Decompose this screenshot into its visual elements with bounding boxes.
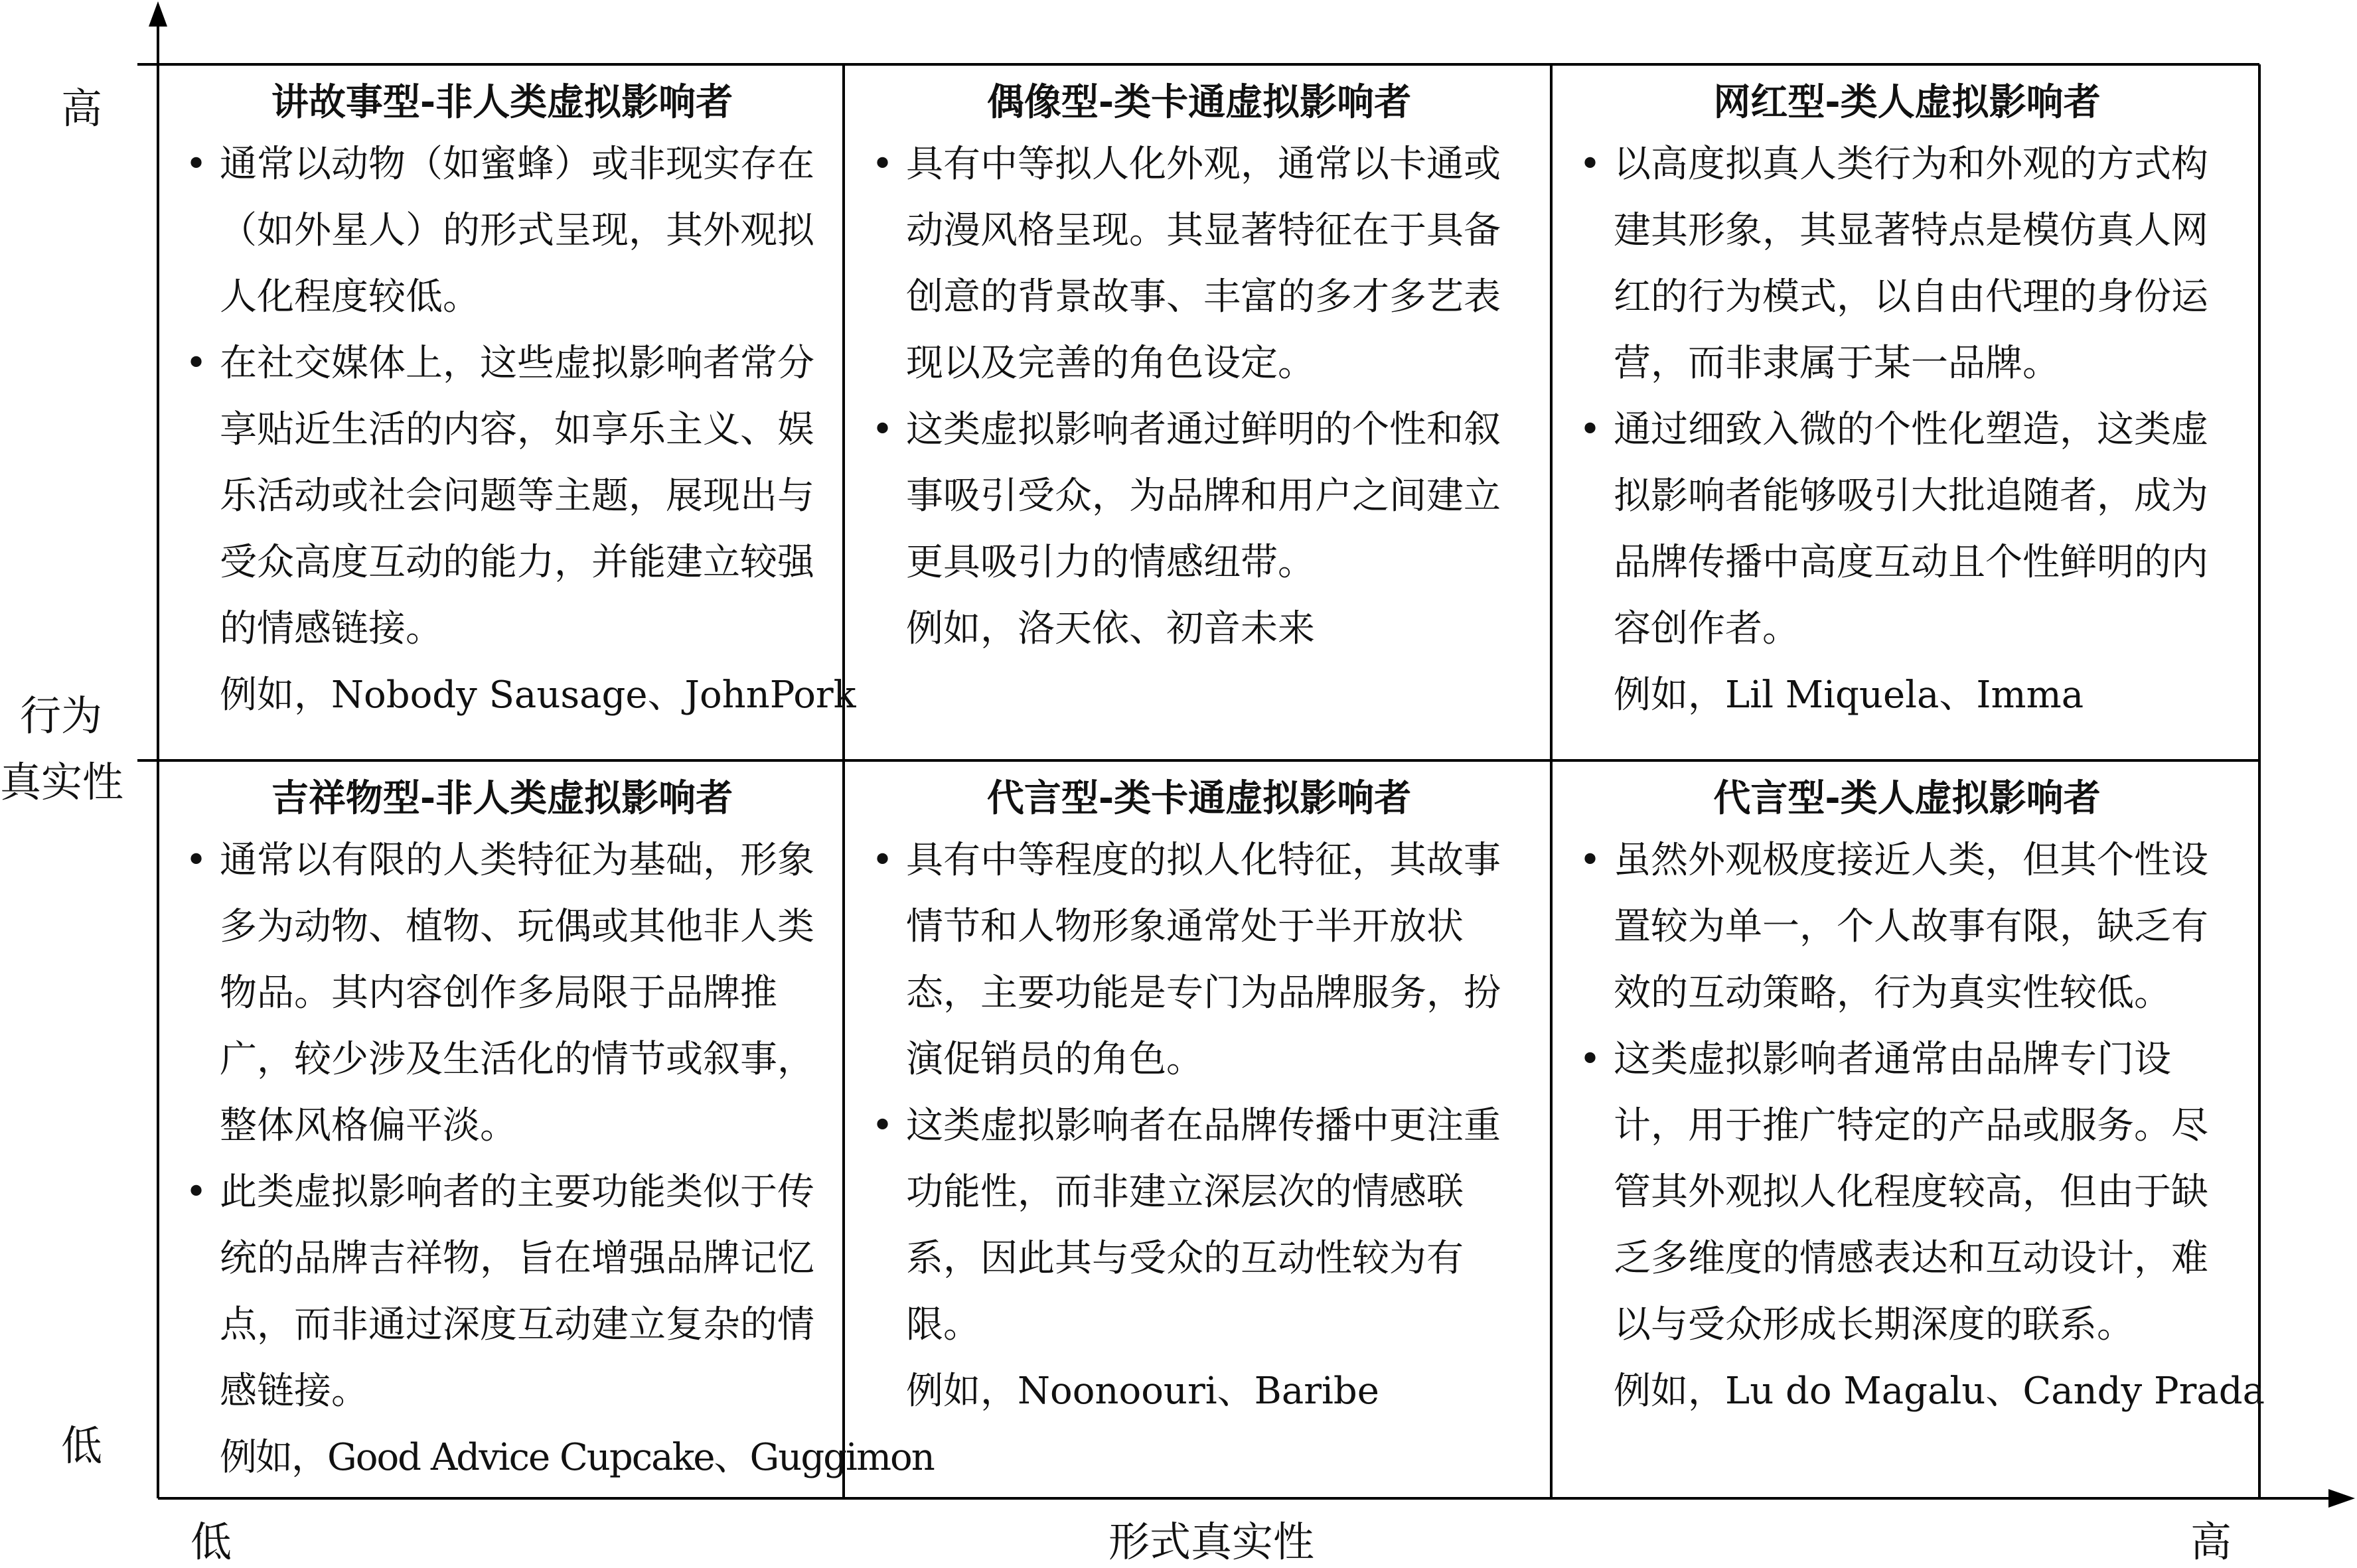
cell-title: 代言型-类人虚拟影响者 [1713,777,2101,820]
cell-bullet: • 这类虚拟影响者通过鲜明的个性和叙事吸引受众，为品牌和用户之间建立更具吸引力的情感纽带。 [869,397,1529,596]
cell-bullet-list [869,131,1529,596]
cell-bullet: • 虽然外观极度接近人类，但其个性设置较为单一，个人故事有限，缺乏有效的互动策略，行为真实性较低。 [1576,827,2238,1027]
y-axis-arrow [149,1,167,27]
y-axis-title-line-1: 行为 [20,691,103,740]
x-axis-arrow [2328,1489,2355,1508]
cell-bullet-list [1576,131,2238,662]
cell-example: 例如，洛天依、初音未来 [906,606,1315,650]
cell-example: 例如，Lu do Magalu、Candy Prada [1614,1369,2265,1413]
cell-bullet: • 以高度拟真人类行为和外观的方式构建其形象，其显著特点是模仿真人网红的行为模式，以自由代理的身份运营，而非隶属于某一品牌。 [1576,131,2238,397]
cell-bullet: • 此类虚拟影响者的主要功能类似于传统的品牌吉祥物，旨在增强品牌记忆点，而非通过深度互动建立复杂的情感链接。 [183,1159,822,1425]
cell-endorser-cartoon [846,763,1549,1496]
cell-example: 例如，Lil Miquela、Imma [1614,673,2084,717]
cell-bullet-list [869,827,1529,1358]
cell-idol-cartoon [846,67,1549,758]
y-axis-high-label: 高 [61,84,103,133]
cell-example: 例如，Nobody Sausage、JohnPork [220,673,856,717]
cell-title: 吉祥物型-非人类虚拟影响者 [271,777,733,820]
x-axis-low-label: 低 [190,1518,232,1566]
cell-example: 例如，Good Advice Cupcake、Guggimon [220,1435,934,1479]
cell-bullet-list [1576,827,2238,1358]
cell-bullet: • 通常以有限的人类特征为基础，形象多为动物、植物、玩偶或其他非人类物品。其内容创作多局限于品牌推广，较少涉及生活化的情节或叙事，整体风格偏平淡。 [183,827,822,1159]
cell-bullet: • 这类虚拟影响者在品牌传播中更注重功能性，而非建立深层次的情感联系，因此其与受众的互动性较为有限。 [869,1093,1529,1358]
cell-bullet: • 在社交媒体上，这些虚拟影响者常分享贴近生活的内容，如享乐主义、娱乐活动或社会问题等主题，展现出与受众高度互动的能力，并能建立较强的情感链接。 [183,330,822,662]
cell-bullet-list [183,827,822,1425]
x-axis-high-label: 高 [2190,1518,2232,1566]
cell-endorser-humanlike [1554,763,2265,1496]
y-axis-title-line-2: 真实性 [0,758,124,806]
cell-title: 偶像型-类卡通虚拟影响者 [986,81,1412,124]
cell-bullet: • 这类虚拟影响者通常由品牌专门设计，用于推广特定的产品或服务。尽管其外观拟人化程度较高，但由于缺乏多维度的情感表达和互动设计，难以与受众形成长期深度的联系。 [1576,1027,2238,1358]
y-axis-low-label: 低 [61,1421,103,1470]
cell-bullet: • 具有中等拟人化外观，通常以卡通或动漫风格呈现。其显著特征在于具备创意的背景故事、丰富的多才多艺表现以及完善的角色设定。 [869,131,1529,397]
cell-bullet-list [183,131,822,662]
cell-storyteller-nonhuman [160,67,856,758]
cell-mascot-nonhuman [160,763,934,1496]
cell-title: 代言型-类卡通虚拟影响者 [986,777,1412,820]
cell-bullet: • 具有中等程度的拟人化特征，其故事情节和人物形象通常处于半开放状态，主要功能是专门为品牌服务，扮演促销员的角色。 [869,827,1529,1093]
cell-influencer-humanlike [1554,67,2257,758]
cell-title: 讲故事型-非人类虚拟影响者 [271,81,733,124]
cell-title: 网红型-类人虚拟影响者 [1713,81,2101,124]
cell-bullet: • 通过细致入微的个性化塑造，这类虚拟影响者能够吸引大批追随者，成为品牌传播中高度互动且个性鲜明的内容创作者。 [1576,397,2238,662]
cell-example: 例如，Noonoouri、Baribe [906,1369,1379,1413]
cell-bullet: • 通常以动物（如蜜蜂）或非现实存在（如外星人）的形式呈现，其外观拟人化程度较低。 [183,131,822,330]
x-axis-title: 形式真实性 [1108,1518,1315,1566]
